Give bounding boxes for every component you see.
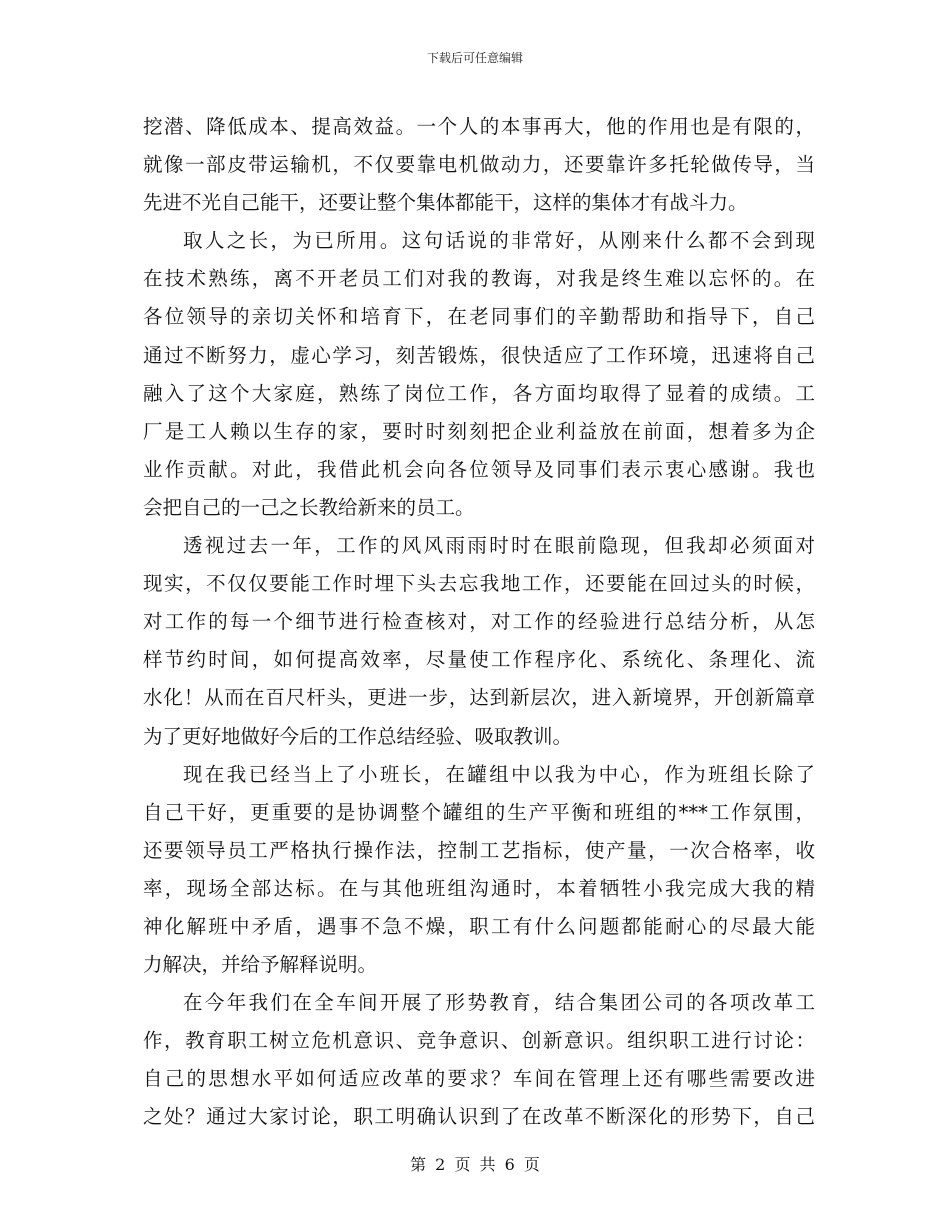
text-line: 业作贡献。对此，我借此机会向各位领导及同事们表示衷心感谢。我也 bbox=[143, 457, 815, 481]
text-line: 现在我已经当上了小班长，在罐组中以我为中心，作为班组长除了 bbox=[183, 762, 815, 786]
page-header: 下载后可任意编辑 bbox=[426, 51, 523, 65]
text-line: 作，教育职工树立危机意识、竞争意识、创新意识。组织职工进行讨论： bbox=[143, 1029, 815, 1053]
text-line: 率，现场全部达标。在与其他班组沟通时，本着牺牲小我完成大我的精 bbox=[143, 876, 815, 900]
text-line: 会把自己的一己之长教给新来的员工。 bbox=[143, 495, 475, 519]
text-line: 力解决，并给予解释说明。 bbox=[143, 953, 378, 977]
text-line: 现实，不仅仅要能工作时埋下头去忘我地工作，还要能在回过头的时候， bbox=[143, 572, 815, 596]
text-line: 融入了这个大家庭，熟练了岗位工作，各方面均取得了显着的成绩。工 bbox=[143, 381, 815, 405]
text-line: 厂是工人赖以生存的家，要时时刻刻把企业利益放在前面，想着多为企 bbox=[143, 419, 815, 443]
text-line: 在今年我们在全车间开展了形势教育，结合集团公司的各项改革工 bbox=[183, 991, 815, 1015]
document-body bbox=[143, 108, 815, 1137]
text-line: 就像一部皮带运输机，不仅要靠电机做动力，还要靠许多托轮做传导，当 bbox=[143, 153, 815, 177]
text-line: 透视过去一年，工作的风风雨雨时时在眼前隐现，但我却必须面对 bbox=[183, 534, 815, 558]
text-line: 自己干好，更重要的是协调整个罐组的生产平衡和班组的***工作氛围， bbox=[143, 800, 815, 824]
text-line: 取人之长，为已所用。这句话说的非常好，从刚来什么都不会到现 bbox=[183, 229, 815, 253]
text-line: 样节约时间，如何提高效率，尽量使工作程序化、系统化、条理化、流 bbox=[143, 648, 815, 672]
text-line: 还要领导员工严格执行操作法，控制工艺指标，使产量，一次合格率，收 bbox=[143, 838, 815, 862]
page-number-footer: 第 2 页 共 6 页 bbox=[410, 1155, 540, 1174]
text-line: 通过不断努力，虚心学习，刻苦锻炼，很快适应了工作环境，迅速将自己 bbox=[143, 343, 815, 367]
text-line: 自己的思想水平如何适应改革的要求？车间在管理上还有哪些需要改进 bbox=[143, 1067, 815, 1091]
text-line: 对工作的每一个细节进行检查核对，对工作的经验进行总结分析，从怎 bbox=[143, 610, 815, 634]
text-line: 挖潜、降低成本、提高效益。一个人的本事再大，他的作用也是有限的， bbox=[143, 115, 815, 138]
text-line: 在技术熟练，离不开老员工们对我的教诲，对我是终生难以忘怀的。在 bbox=[143, 267, 815, 291]
text-line: 为了更好地做好今后的工作总结经验、吸取教训。 bbox=[143, 724, 573, 748]
text-line: 先进不光自己能干，还要让整个集体都能干，这样的集体才有战斗力。 bbox=[143, 191, 748, 215]
text-line: 神化解班中矛盾，遇事不急不燥，职工有什么问题都能耐心的尽最大能 bbox=[143, 914, 815, 938]
text-line: 各位领导的亲切关怀和培育下，在老同事们的辛勤帮助和指导下，自己 bbox=[143, 305, 815, 329]
text-line: 之处？通过大家讨论，职工明确认识到了在改革不断深化的形势下，自己 bbox=[143, 1105, 815, 1129]
text-line: 水化！从而在百尺杆头，更进一步，达到新层次，进入新境界，开创新篇章 bbox=[143, 686, 815, 710]
